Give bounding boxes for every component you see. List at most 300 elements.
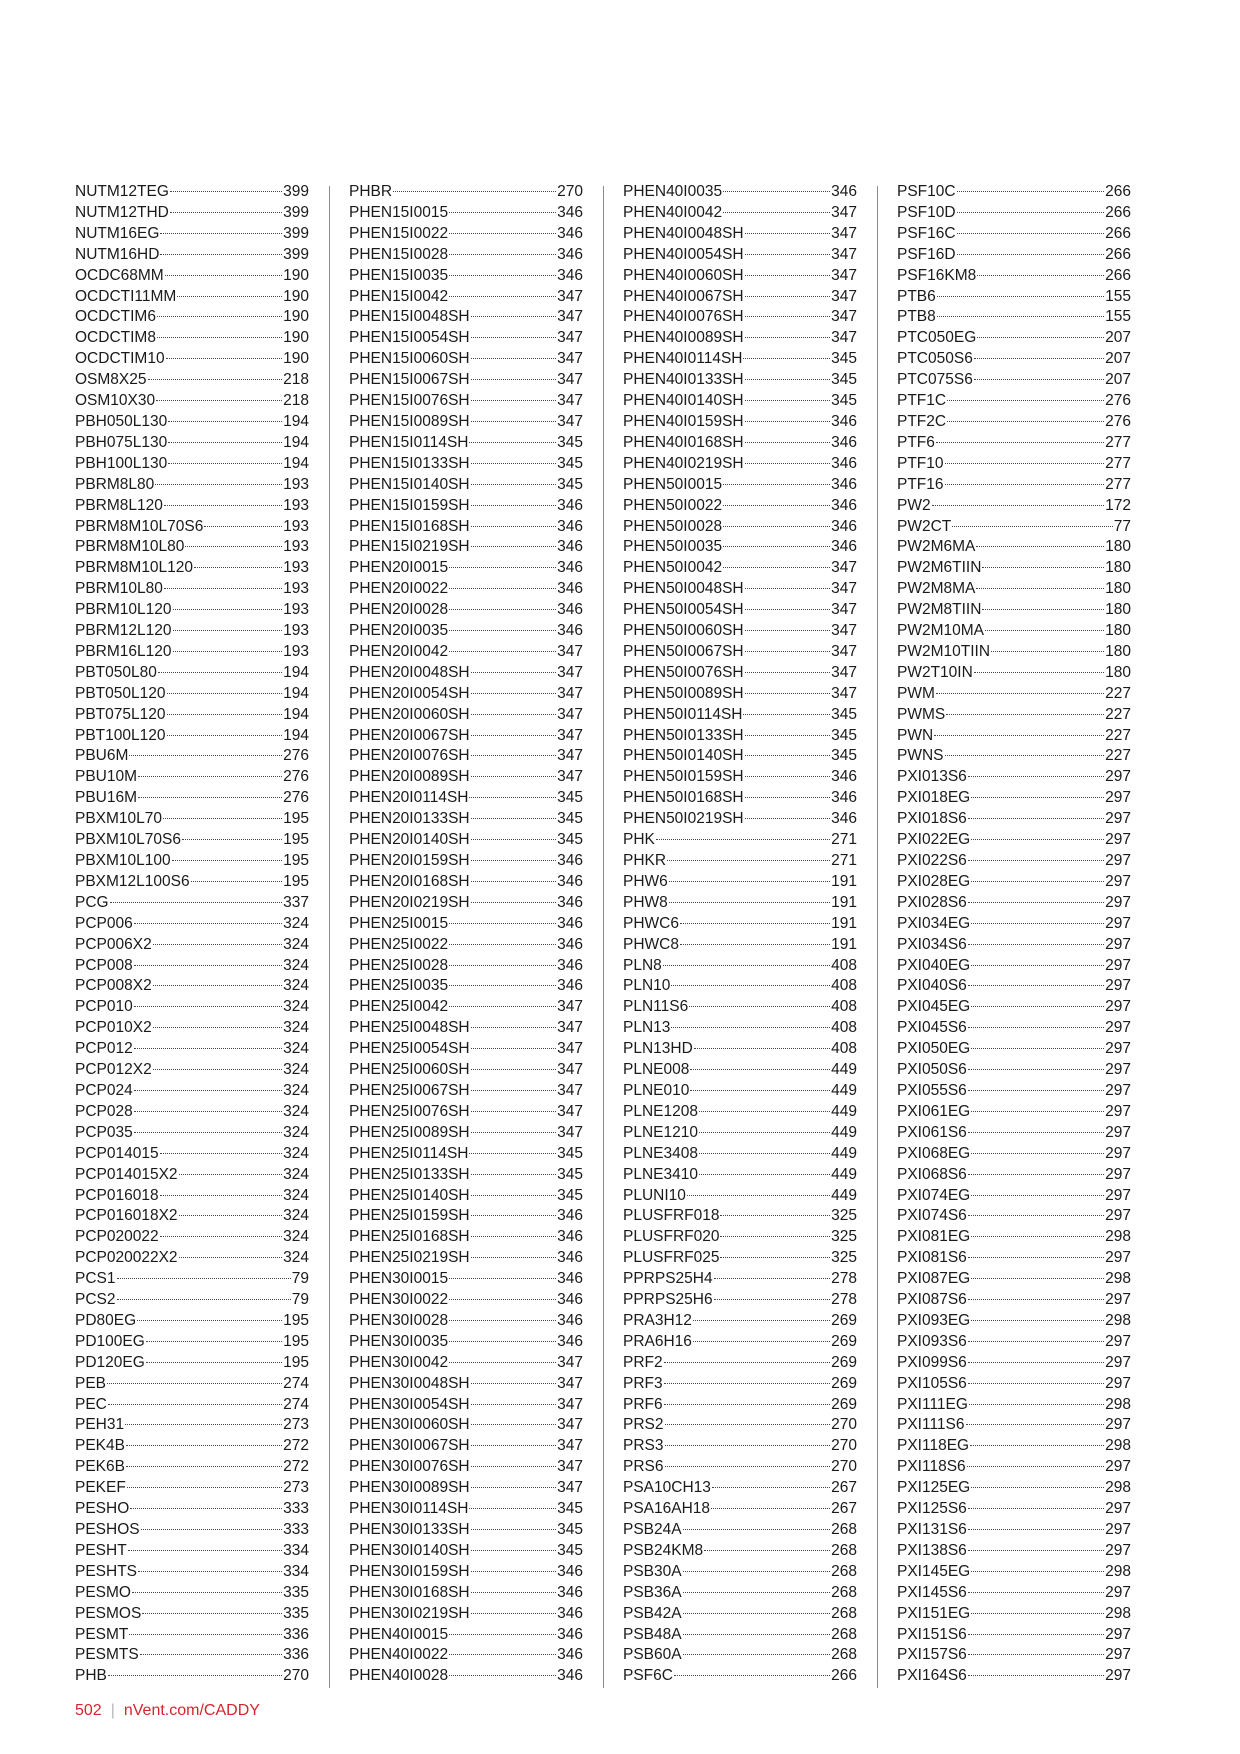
index-entry [897, 893, 1131, 914]
part-number: PXI087S6 [897, 1291, 967, 1309]
page-reference: 347 [557, 308, 583, 326]
page-reference: 347 [831, 203, 857, 221]
index-entry [75, 1018, 309, 1039]
page-reference: 346 [557, 1604, 583, 1622]
index-entry [623, 245, 857, 266]
dot-leader [471, 776, 557, 777]
dot-leader [968, 1634, 1104, 1635]
dot-leader [971, 1236, 1104, 1237]
index-entry [897, 705, 1131, 726]
page-reference: 345 [831, 747, 857, 765]
index-entry [623, 454, 857, 475]
page-reference: 276 [1105, 392, 1131, 410]
part-number: PXI045EG [897, 998, 971, 1016]
dot-leader [471, 693, 557, 694]
index-entry [349, 496, 583, 517]
index-entry [75, 1144, 309, 1165]
index-entry [75, 537, 309, 558]
index-entry [75, 579, 309, 600]
page-reference: 278 [831, 1270, 857, 1288]
index-entry [349, 1541, 583, 1562]
dot-leader [170, 191, 282, 192]
index-entry [75, 642, 309, 663]
index-entry [897, 872, 1131, 893]
part-number: PHEN40I0133SH [623, 371, 744, 389]
page-reference: 346 [557, 956, 583, 974]
index-entry [897, 182, 1131, 203]
page-reference: 346 [557, 580, 583, 598]
index-entry [897, 935, 1131, 956]
page-reference: 297 [1105, 1458, 1131, 1476]
dot-leader [132, 1592, 282, 1593]
index-entry [349, 1290, 583, 1311]
index-entry [623, 956, 857, 977]
dot-leader [968, 902, 1104, 903]
part-number: PSF16KM8 [897, 266, 977, 284]
page-reference: 194 [283, 433, 309, 451]
dot-leader [974, 672, 1104, 673]
dot-leader [664, 1362, 831, 1363]
dot-leader [449, 609, 556, 610]
page-reference: 268 [831, 1562, 857, 1580]
index-entry [349, 1625, 583, 1646]
page-reference: 347 [557, 1479, 583, 1497]
index-entry [349, 684, 583, 705]
index-entry [897, 454, 1131, 475]
index-entry [75, 1583, 309, 1604]
page-reference: 346 [557, 517, 583, 535]
part-number: OSM8X25 [75, 371, 147, 389]
dot-leader [745, 233, 831, 234]
part-number: PXI093EG [897, 1311, 971, 1329]
dot-leader [471, 1445, 557, 1446]
page-reference: 195 [283, 810, 309, 828]
part-number: PBH075L130 [75, 433, 168, 451]
page-reference: 297 [1105, 810, 1131, 828]
part-number: PXI034EG [897, 914, 971, 932]
part-number: PHEN20I0114SH [349, 789, 469, 807]
part-number: PHEN25I0168SH [349, 1228, 470, 1246]
page-reference: 347 [557, 768, 583, 786]
part-number: PEK4B [75, 1437, 125, 1455]
dot-leader [471, 1174, 557, 1175]
page-reference: 345 [831, 726, 857, 744]
index-entry [897, 1436, 1131, 1457]
dot-leader [937, 296, 1104, 297]
part-number: PXI022S6 [897, 852, 967, 869]
dot-leader [699, 1132, 830, 1133]
page-reference: 347 [831, 642, 857, 660]
page-reference: 194 [283, 412, 309, 430]
part-number: PXI164S6 [897, 1667, 967, 1685]
index-entry [897, 1081, 1131, 1102]
dot-leader [947, 400, 1104, 401]
dot-leader [471, 358, 557, 359]
page-reference: 271 [831, 831, 857, 849]
index-entry [623, 684, 857, 705]
part-number: PRF3 [623, 1374, 663, 1392]
part-number: PHEN20I0028 [349, 601, 449, 619]
page-reference: 298 [1105, 1562, 1131, 1580]
page-reference: 190 [283, 308, 309, 326]
dot-leader [968, 1132, 1104, 1133]
part-number: PCP024 [75, 1081, 133, 1099]
page-reference: 346 [557, 622, 583, 640]
page-reference: 297 [1105, 1625, 1131, 1643]
page-reference: 324 [283, 1186, 309, 1204]
index-entry [349, 1311, 583, 1332]
page-reference: 333 [283, 1500, 309, 1518]
dot-leader [693, 1341, 830, 1342]
dot-leader [138, 776, 282, 777]
part-number: PW2M8TIIN [897, 601, 982, 619]
page-reference: 297 [1105, 956, 1131, 974]
dot-leader [449, 1278, 556, 1279]
page-reference: 195 [283, 831, 309, 849]
page-reference: 334 [283, 1562, 309, 1580]
part-number: PLN10 [623, 977, 671, 995]
dot-leader [971, 1613, 1104, 1614]
page-reference: 449 [831, 1123, 857, 1141]
dot-leader [712, 1487, 830, 1488]
part-number: PHEN50I0076SH [623, 663, 744, 681]
page-reference: 297 [1105, 831, 1131, 849]
part-number: PXI040EG [897, 956, 971, 974]
index-entry [349, 663, 583, 684]
dot-leader [971, 881, 1104, 882]
part-number: PHEN15I0054SH [349, 329, 470, 347]
index-entry [75, 1102, 309, 1123]
dot-leader [664, 1383, 831, 1384]
dot-leader [471, 1550, 557, 1551]
part-number: PBRM12L120 [75, 622, 172, 640]
dot-leader [977, 337, 1104, 338]
part-number: PHEN30I0060SH [349, 1416, 470, 1434]
page-reference: 155 [1105, 308, 1131, 326]
page-reference: 297 [1105, 1667, 1131, 1685]
page-reference: 297 [1105, 1353, 1131, 1371]
dot-leader [665, 1445, 831, 1446]
dot-leader [974, 379, 1104, 380]
page-reference: 346 [831, 412, 857, 430]
part-number: PXI087EG [897, 1270, 971, 1288]
page-reference: 324 [283, 1102, 309, 1120]
dot-leader [157, 337, 282, 338]
part-number: NUTM16EG [75, 224, 160, 242]
index-entry [349, 1457, 583, 1478]
page-reference: 297 [1105, 1646, 1131, 1664]
index-entry [623, 1499, 857, 1520]
index-entry [349, 705, 583, 726]
part-number: PCP010 [75, 998, 133, 1016]
part-number: PXI081S6 [897, 1249, 967, 1267]
part-number: PHEN30I0022 [349, 1291, 449, 1309]
part-number: PTF2C [897, 412, 947, 430]
index-entry [349, 433, 583, 454]
page-reference: 346 [557, 1646, 583, 1664]
index-entry [623, 579, 857, 600]
page-reference: 297 [1105, 1249, 1131, 1267]
page-reference: 193 [283, 622, 309, 640]
dot-leader [194, 567, 282, 568]
index-entry [897, 767, 1131, 788]
dot-leader [745, 818, 831, 819]
dot-leader [471, 1383, 557, 1384]
index-entry [75, 1395, 309, 1416]
dot-leader [191, 881, 283, 882]
page-reference: 324 [283, 914, 309, 932]
page-reference: 277 [1105, 454, 1131, 472]
dot-leader [182, 839, 282, 840]
part-number: PHEN50I0089SH [623, 684, 744, 702]
page-reference: 346 [831, 517, 857, 535]
dot-leader [471, 1236, 557, 1237]
page-reference: 269 [831, 1395, 857, 1413]
page-reference: 408 [831, 1019, 857, 1037]
index-entry [349, 1248, 583, 1269]
dot-leader [974, 358, 1104, 359]
dot-leader [117, 1299, 291, 1300]
dot-leader [936, 442, 1104, 443]
index-entry [349, 579, 583, 600]
page-reference: 297 [1105, 1583, 1131, 1601]
page-reference: 191 [831, 893, 857, 911]
index-entry [897, 496, 1131, 517]
index-entry [623, 830, 857, 851]
part-number: PESHOS [75, 1521, 140, 1538]
page-reference: 180 [1105, 642, 1131, 660]
dot-leader [117, 1278, 291, 1279]
part-number: PHEN30I0048SH [349, 1374, 470, 1392]
dot-leader [745, 463, 831, 464]
index-entry [75, 307, 309, 328]
part-number: NUTM12THD [75, 203, 169, 221]
page-reference: 346 [831, 810, 857, 828]
dot-leader [173, 651, 283, 652]
dot-leader [714, 1278, 831, 1279]
page-reference: 227 [1105, 705, 1131, 723]
part-number: PHEN40I0054SH [623, 245, 744, 263]
page-reference: 449 [831, 1186, 857, 1204]
part-number: OCDCTIM8 [75, 329, 156, 347]
page-reference: 297 [1105, 1207, 1131, 1225]
part-number: PHEN30I0054SH [349, 1395, 470, 1413]
dot-leader [146, 1362, 282, 1363]
part-number: PHEN15I0035 [349, 266, 449, 284]
index-entry [75, 1541, 309, 1562]
dot-leader [449, 651, 556, 652]
part-number: PBXM10L70S6 [75, 831, 181, 849]
page-reference: 180 [1105, 663, 1131, 681]
part-number: PHEN25I0114SH [349, 1144, 469, 1162]
index-entry [623, 976, 857, 997]
page-reference: 193 [283, 496, 309, 514]
part-number: PHEN50I0015 [623, 475, 723, 493]
part-number: PHEN40I0015 [349, 1625, 449, 1643]
page-reference: 297 [1105, 1061, 1131, 1079]
dot-leader [683, 1529, 831, 1530]
index-entry [623, 370, 857, 391]
dot-leader [982, 567, 1104, 568]
page-reference: 324 [283, 1019, 309, 1037]
part-number: PXI055S6 [897, 1081, 967, 1099]
part-number: PHEN25I0054SH [349, 1040, 470, 1058]
part-number: PW2M8MA [897, 580, 976, 598]
part-number: PHEN15I0114SH [349, 433, 469, 451]
page-reference: 297 [1105, 1500, 1131, 1518]
part-number: NUTM16HD [75, 245, 160, 263]
page-reference: 345 [557, 1521, 583, 1538]
page-reference: 194 [283, 684, 309, 702]
dot-leader [471, 1027, 557, 1028]
part-number: PHEN40I0035 [623, 183, 723, 200]
index-entry [349, 1269, 583, 1290]
part-number: PXI050S6 [897, 1061, 967, 1079]
dot-leader [704, 1550, 830, 1551]
dot-leader [158, 672, 282, 673]
part-number: PTF6 [897, 433, 935, 451]
page-reference: 347 [557, 1081, 583, 1099]
index-entry [897, 475, 1131, 496]
page-reference: 346 [557, 1291, 583, 1309]
index-entry [349, 287, 583, 308]
part-number: PESMTS [75, 1646, 139, 1664]
page-reference: 345 [831, 705, 857, 723]
part-number: PD100EG [75, 1332, 145, 1350]
dot-leader [968, 1027, 1104, 1028]
index-entry [75, 287, 309, 308]
part-number: PCG [75, 893, 109, 911]
part-number: PCP020022 [75, 1228, 159, 1246]
part-number: PHEN20I0022 [349, 580, 449, 598]
index-entry [75, 1520, 309, 1541]
page-reference: 399 [283, 203, 309, 221]
page-reference: 345 [831, 371, 857, 389]
index-entry [349, 1018, 583, 1039]
part-number: PRS6 [623, 1458, 664, 1476]
page-reference: 207 [1105, 329, 1131, 347]
part-number: PBXM10L100 [75, 852, 171, 869]
page-reference: 297 [1105, 789, 1131, 807]
dot-leader [968, 1508, 1104, 1509]
page-reference: 347 [831, 266, 857, 284]
part-number: PEH31 [75, 1416, 125, 1434]
page-reference: 346 [831, 496, 857, 514]
dot-leader [204, 526, 282, 527]
dot-leader [157, 316, 282, 317]
part-number: PD80EG [75, 1311, 137, 1329]
index-entry [897, 1415, 1131, 1436]
index-entry [349, 956, 583, 977]
part-number: PRF6 [623, 1395, 663, 1413]
dot-leader [720, 1215, 830, 1216]
page-reference: 347 [557, 1019, 583, 1037]
index-entry [897, 726, 1131, 747]
page-reference: 347 [831, 622, 857, 640]
dot-leader [134, 965, 282, 966]
page-reference: 347 [831, 224, 857, 242]
part-number: PHEN25I0060SH [349, 1061, 470, 1079]
page-reference: 346 [557, 1270, 583, 1288]
part-number: PPRPS25H4 [623, 1270, 713, 1288]
page-reference: 297 [1105, 852, 1131, 869]
page-reference: 207 [1105, 350, 1131, 368]
dot-leader [153, 1069, 282, 1070]
index-entry [349, 558, 583, 579]
index-entry [623, 851, 857, 872]
dot-leader [138, 797, 282, 798]
page-reference: 334 [283, 1541, 309, 1559]
index-entry [75, 788, 309, 809]
index-entry [75, 893, 309, 914]
dot-leader [137, 1320, 282, 1321]
index-entry [897, 1186, 1131, 1207]
dot-leader [936, 693, 1104, 694]
page-reference: 324 [283, 1123, 309, 1141]
part-number: PXI013S6 [897, 768, 967, 786]
page-reference: 190 [283, 350, 309, 368]
page-reference: 269 [831, 1332, 857, 1350]
page-reference: 347 [557, 1374, 583, 1392]
dot-leader [968, 860, 1104, 861]
page-number: 502 [75, 1702, 102, 1719]
page-reference: 408 [831, 998, 857, 1016]
footer-separator: | [110, 1702, 115, 1719]
part-number: PHEN30I0140SH [349, 1541, 470, 1559]
dot-leader [471, 1529, 557, 1530]
index-entry [623, 726, 857, 747]
part-number: PSA10CH13 [623, 1479, 711, 1497]
dot-leader [129, 1634, 282, 1635]
part-number: PHEN15I0219SH [349, 538, 470, 556]
index-entry [349, 391, 583, 412]
page-reference: 277 [1105, 433, 1131, 451]
dot-leader [680, 923, 830, 924]
part-number: PBRM8M10L70S6 [75, 517, 204, 535]
index-entry [897, 1374, 1131, 1395]
dot-leader [471, 421, 557, 422]
page-reference: 346 [557, 1583, 583, 1601]
dot-leader [667, 860, 830, 861]
part-number: PHEN20I0219SH [349, 893, 470, 911]
page-reference: 297 [1105, 998, 1131, 1016]
website-link[interactable]: nVent.com/CADDY [123, 1702, 260, 1719]
index-entry [897, 809, 1131, 830]
page-reference: 191 [831, 935, 857, 953]
page-reference: 195 [283, 1332, 309, 1350]
page-reference: 345 [557, 1165, 583, 1183]
dot-leader [471, 672, 557, 673]
page-reference: 298 [1105, 1228, 1131, 1246]
dot-leader [720, 1236, 830, 1237]
page-reference: 297 [1105, 914, 1131, 932]
page-reference: 268 [831, 1625, 857, 1643]
index-entry [75, 1081, 309, 1102]
part-number: PHEN15I0048SH [349, 308, 470, 326]
page-reference: 180 [1105, 580, 1131, 598]
index-entry [623, 1123, 857, 1144]
part-number: PESMT [75, 1625, 129, 1643]
part-number: PHEN20I0089SH [349, 768, 470, 786]
page-reference: 399 [283, 245, 309, 263]
index-column-4 [897, 182, 1131, 1692]
index-entry [349, 1562, 583, 1583]
page-reference: 325 [831, 1207, 857, 1225]
page-reference: 79 [291, 1291, 309, 1309]
page-reference: 346 [557, 1207, 583, 1225]
index-entry [623, 621, 857, 642]
dot-leader [134, 923, 282, 924]
